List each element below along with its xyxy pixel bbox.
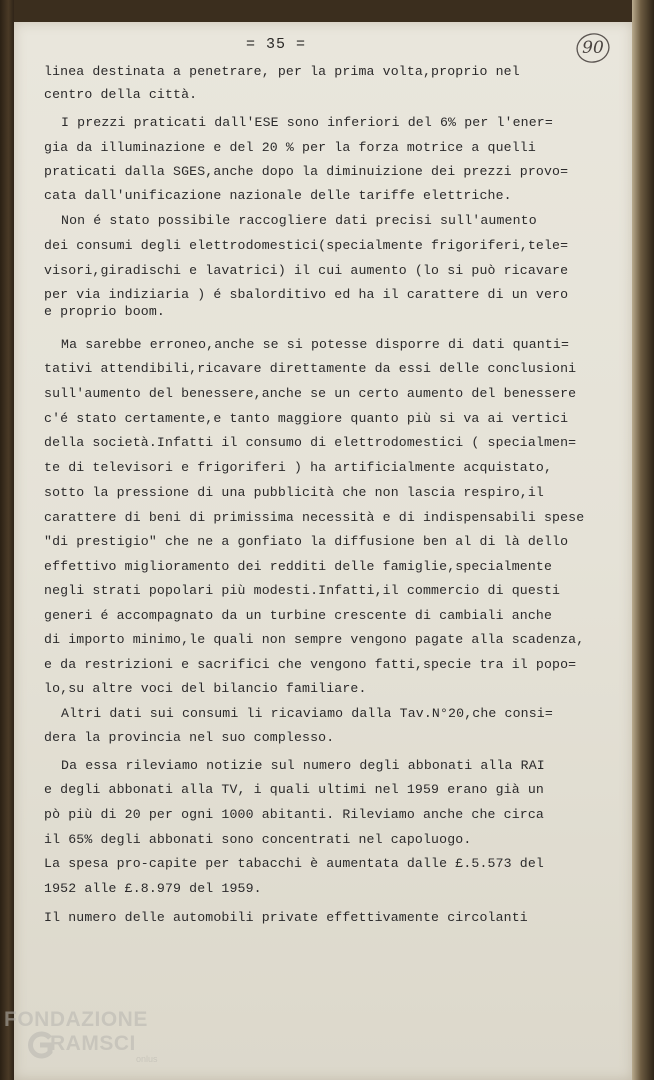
page-edge xyxy=(632,0,654,1080)
text-line: 1952 alle £.8.979 del 1959. xyxy=(44,881,262,896)
text-line: dei consumi degli elettrodomestici(specialmente frigoriferi,tele= xyxy=(44,238,569,253)
text-line: e proprio boom. xyxy=(44,304,165,319)
text-line: "di prestigio" che ne a gonfiato la diffusione ben al di là dello xyxy=(44,534,569,549)
text-line: il 65% degli abbonati sono concentrati nel capoluogo. xyxy=(44,832,472,847)
text-line: e degli abbonati alla TV, i quali ultimi nel 1959 erano già un xyxy=(44,782,544,797)
text-line: pò più di 20 per ogni 1000 abitanti. Rileviamo anche che circa xyxy=(44,807,544,822)
text-line: Non é stato possibile raccogliere dati precisi sull'aumento xyxy=(61,213,537,228)
text-line: linea destinata a penetrare, per la prima volta,proprio nel xyxy=(44,64,520,79)
text-line: della società.Infatti il consumo di elettrodomestici ( specialmen= xyxy=(44,435,577,450)
text-line: cata dall'unificazione nazionale delle tariffe elettriche. xyxy=(44,188,512,203)
text-line: praticati dalla SGES,anche dopo la diminuizione dei prezzi provo= xyxy=(44,164,569,179)
text-line: centro della città. xyxy=(44,87,198,102)
text-line: Da essa rileviamo notizie sul numero degli abbonati alla RAI xyxy=(61,758,545,773)
text-line: lo,su altre voci del bilancio familiare. xyxy=(44,681,367,696)
text-line: di importo minimo,le quali non sempre vengono pagate alla scadenza, xyxy=(44,632,585,647)
text-line: visori,giradischi e lavatrici) il cui aumento (lo si può ricavare xyxy=(44,263,569,278)
text-line: negli strati popolari più modesti.Infatti,il commercio di questi xyxy=(44,583,561,598)
text-line: c'é stato certamente,e tanto maggiore quanto più si va ai vertici xyxy=(44,411,569,426)
text-line: sotto la pressione di una pubblicità che non lascia respiro,il xyxy=(44,485,544,500)
text-line: gia da illuminazione e del 20 % per la forza motrice a quelli xyxy=(44,140,536,155)
text-line: tativi attendibili,ricavare direttamente da essi delle conclusioni xyxy=(44,361,577,376)
watermark-line3: onlus xyxy=(136,1054,158,1064)
text-line: La spesa pro-capite per tabacchi è aumentata dalle £.5.573 del xyxy=(44,856,544,871)
circle-mark-icon xyxy=(574,30,612,66)
document-page xyxy=(14,22,632,1080)
archive-number-stamp xyxy=(574,30,612,66)
text-line: dera la provincia nel suo complesso. xyxy=(44,730,335,745)
text-line: generi é accompagnato da un turbine crescente di cambiali anche xyxy=(44,608,553,623)
text-line: I prezzi praticati dall'ESE sono inferiori del 6% per l'ener= xyxy=(61,115,553,130)
text-line: Ma sarebbe erroneo,anche se si potesse disporre di dati quanti= xyxy=(61,337,570,352)
text-line: te di televisori e frigoriferi ) ha artificialmente acquistato, xyxy=(44,460,553,475)
text-line: per via indiziaria ) é sbalorditivo ed ha il carattere di un vero xyxy=(44,287,569,302)
text-line: carattere di beni di primissima necessità e di indispensabili spese xyxy=(44,510,585,525)
archive-number-text: 90 xyxy=(582,38,604,58)
text-line: sull'aumento del benessere,anche se un certo aumento del benessere xyxy=(44,386,577,401)
text-line: Altri dati sui consumi li ricaviamo dalla Tav.N°20,che consi= xyxy=(61,706,553,721)
watermark-line1: FONDAZIONE xyxy=(4,1008,148,1031)
page-number: = 35 = xyxy=(246,36,307,53)
binding-edge xyxy=(0,0,14,1080)
text-line: Il numero delle automobili private effettivamente circolanti xyxy=(44,910,528,925)
text-line: effettivo miglioramento dei redditi delle famiglie,specialmente xyxy=(44,559,553,574)
text-line: e da restrizioni e sacrifici che vengono fatti,specie tra il popo= xyxy=(44,657,577,672)
fondazione-gramsci-watermark xyxy=(4,1008,164,1078)
watermark-line2: RAMSCI xyxy=(50,1032,136,1055)
